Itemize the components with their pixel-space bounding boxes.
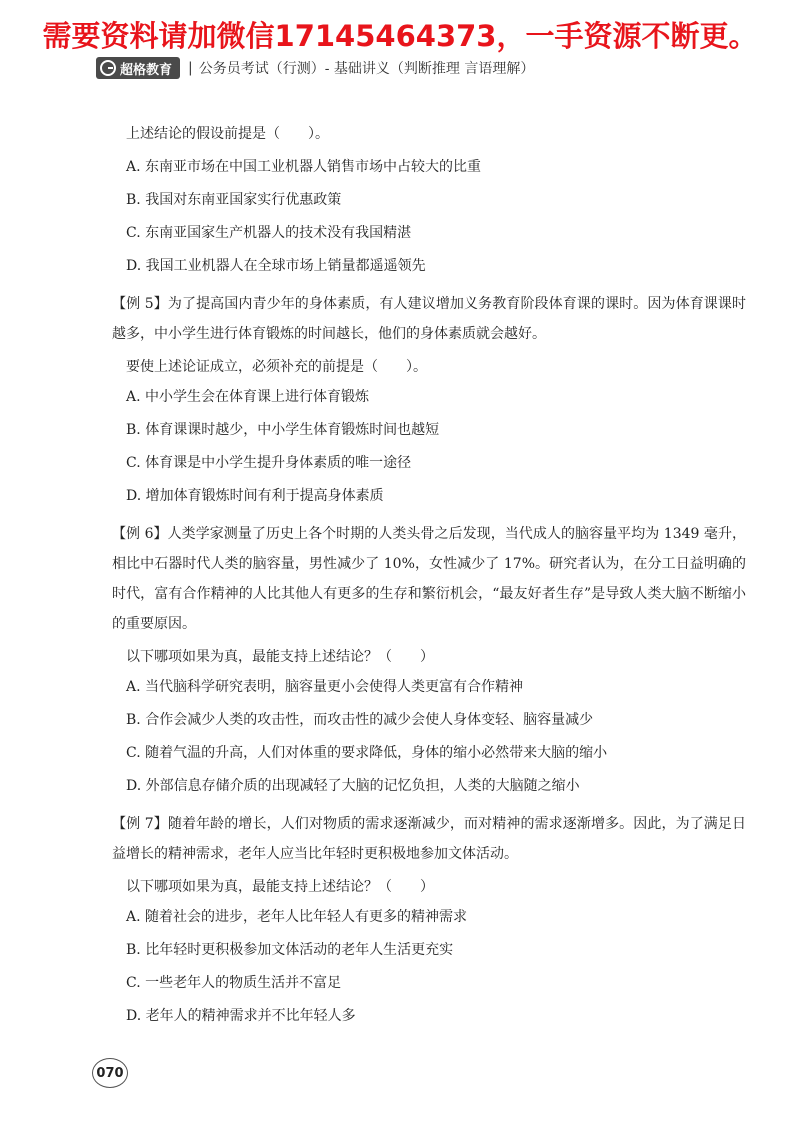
q7-option-c: C. 一些老年人的物质生活并不富足	[126, 975, 342, 991]
q4-option-b: B. 我国对东南亚国家实行优惠政策	[126, 192, 342, 208]
q5-option-c: C. 体育课是中小学生提升身体素质的唯一途径	[126, 455, 412, 471]
q6-option-a: A. 当代脑科学研究表明，脑容量更小会使得人类更富有合作精神	[126, 679, 524, 695]
page-header	[96, 56, 534, 80]
q6-text: 人类学家测量了历史上各个时期的人类头骨之后发现，当代成人的脑容量平均为 1349 毫升，相比中石器时代人类的脑容量，男性减少了 10%，女性减少了 17%。研究者认为，在分工日益明确的时代，富有合作精神的人比其他人有更多的生存和繁衍机会，“最友好者生存”是导致人类大脑不断缩小的重要原因。	[112, 526, 747, 632]
q4-stem: 上述结论的假设前提是（ ）。	[126, 126, 329, 142]
q7-option-a: A. 随着社会的进步，老年人比年轻人有更多的精神需求	[126, 909, 468, 925]
q4-option-c: C. 东南亚国家生产机器人的技术没有我国精湛	[126, 225, 412, 241]
q5-label: 【例 5】	[112, 296, 168, 312]
q5-body	[112, 289, 746, 349]
q6-option-d: D. 外部信息存储介质的出现减轻了大脑的记忆负担，人类的大脑随之缩小	[126, 778, 580, 794]
q6-label: 【例 6】	[112, 526, 168, 542]
q6-body	[112, 519, 746, 639]
q4-option-a: A. 东南亚市场在中国工业机器人销售市场中占较大的比重	[126, 159, 482, 175]
publisher-logo	[96, 57, 180, 79]
logo-g-icon	[100, 60, 116, 76]
q7-text: 随着年龄的增长，人们对物质的需求逐渐减少，而对精神的需求逐渐增多。因此，为了满足日益增长的精神需求，老年人应当比年轻时更积极地参加文体活动。	[112, 816, 746, 862]
q7-label: 【例 7】	[112, 816, 168, 832]
q4-option-d: D. 我国工业机器人在全球市场上销量都遥遥领先	[126, 258, 426, 274]
q7-body	[112, 809, 746, 869]
q7-stem: 以下哪项如果为真，最能支持上述结论？（ ）	[126, 879, 434, 895]
q5-stem: 要使上述论证成立，必须补充的前提是（ ）。	[126, 359, 427, 375]
logo-text: 超格教育	[120, 62, 173, 78]
q5-option-b: B. 体育课课时越少，中小学生体育锻炼时间也越短	[126, 422, 440, 438]
q6-option-c: C. 随着气温的升高，人们对体重的要求降低，身体的缩小必然带来大脑的缩小	[126, 745, 608, 761]
header-separator: |	[188, 60, 193, 76]
wechat-banner: 需要资料请加微信17145464373，一手资源不断更。	[42, 19, 758, 53]
q6-stem: 以下哪项如果为真，最能支持上述结论？（ ）	[126, 649, 434, 665]
q7-option-b: B. 比年轻时更积极参加文体活动的老年人生活更充实	[126, 942, 454, 958]
q6-option-b: B. 合作会减少人类的攻击性，而攻击性的减少会使人身体变轻、脑容量减少	[126, 712, 594, 728]
page-content	[112, 124, 747, 1033]
q5-option-d: D. 增加体育锻炼时间有利于提高身体素质	[126, 488, 384, 504]
page-number: 070	[92, 1058, 128, 1088]
q7-option-d: D. 老年人的精神需求并不比年轻人多	[126, 1008, 356, 1024]
q5-text: 为了提高国内青少年的身体素质，有人建议增加义务教育阶段体育课的课时。因为体育课课时越多，中小学生进行体育锻炼的时间越长，他们的身体素质就会越好。	[112, 296, 746, 342]
header-title: 公务员考试（行测）- 基础讲义（判断推理 言语理解）	[198, 61, 535, 77]
q5-option-a: A. 中小学生会在体育课上进行体育锻炼	[126, 389, 370, 405]
